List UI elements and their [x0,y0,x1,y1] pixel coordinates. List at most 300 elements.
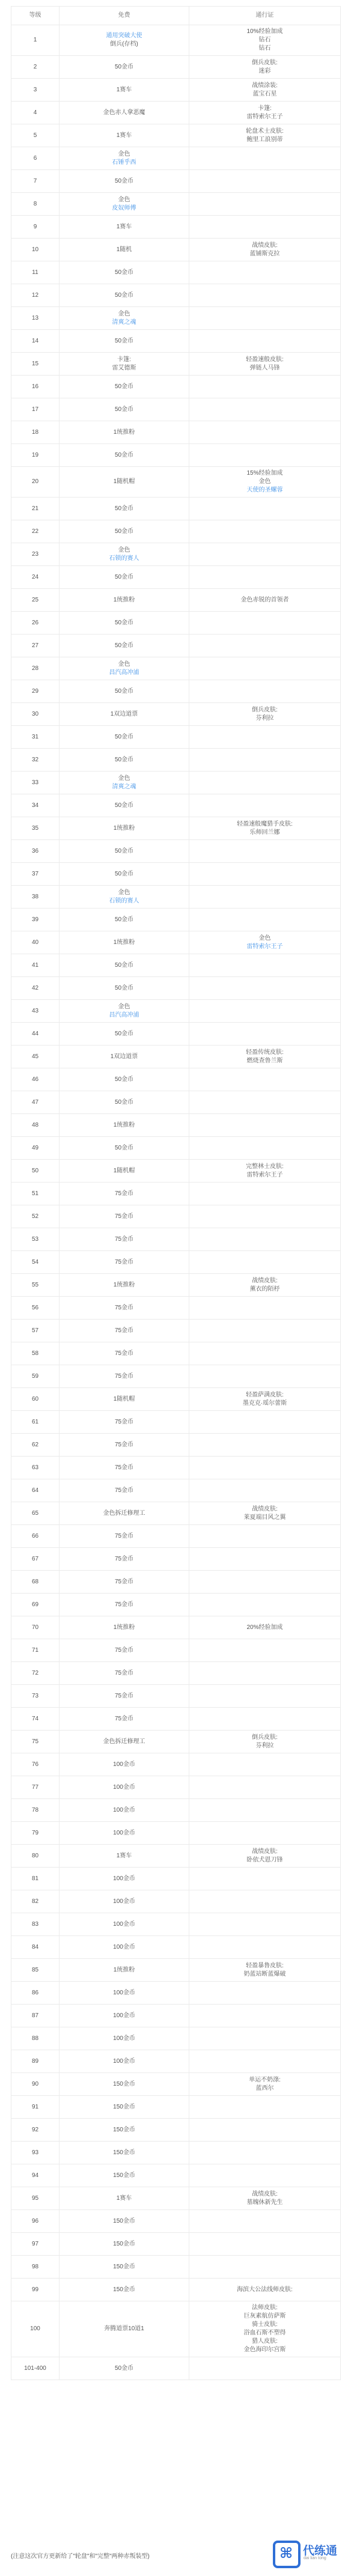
table-row [11,1708,341,1731]
cell-free [60,170,189,193]
cell-free-line: 50金币 [114,1030,134,1037]
cell-pass [189,1868,341,1890]
cell-free-line: 1随机帽 [113,478,135,485]
cell-level: 61 [11,1411,60,1434]
cell-pass-line: 芬利拉 [255,714,274,722]
table-row [11,147,341,170]
cell-level: 74 [11,1708,60,1731]
cell-free [60,1708,189,1731]
cell-pass-line: 墓魄休新先生 [246,2199,283,2206]
cell-free-line: 75金币 [114,1715,134,1722]
cell-pass-line: 钻石 [258,37,271,43]
cell-free-line: 75金币 [114,1464,134,1471]
cell-pass [189,1205,341,1228]
cell-pass [189,1845,341,1868]
cell-free [60,467,189,498]
cell-free-line: 75金币 [114,1532,134,1539]
cell-level: 83 [11,1913,60,1936]
table-row [11,1023,341,1046]
cell-pass [189,680,341,703]
cell-level: 10 [11,239,60,261]
table-row [11,25,341,56]
cell-free [60,498,189,520]
cell-pass-line: 钻石 [258,45,271,52]
cell-free-line: 50金币 [114,916,134,923]
cell-pass [189,2256,341,2279]
cell-free [60,2050,189,2073]
cell-free-line: 150金币 [113,2240,135,2247]
cell-free [60,398,189,421]
cell-free-line: 100金币 [113,2035,135,2042]
table-row [11,353,341,376]
cell-pass [189,749,341,772]
cell-level: 30 [11,703,60,726]
cell-pass [189,79,341,102]
cell-pass [189,467,341,498]
cell-pass [189,886,341,909]
cell-free-line: 75金币 [114,1692,134,1699]
cell-free [60,1251,189,1274]
table-row [11,2027,341,2050]
cell-pass [189,2279,341,2301]
cell-pass [189,1753,341,1776]
cell-pass-line: 单运不奶涤: [249,2076,281,2083]
cell-pass [189,2187,341,2210]
cell-free [60,421,189,444]
cell-free [60,1411,189,1434]
cell-level: 73 [11,1685,60,1708]
cell-free [60,1274,189,1297]
table-row [11,1685,341,1708]
table-row [11,1799,341,1822]
cell-level: 69 [11,1594,60,1616]
cell-pass [189,353,341,376]
cell-free-line: 1随机帽 [113,1167,135,1174]
cell-pass [189,2050,341,2073]
table-row [11,1297,341,1320]
cell-free [60,794,189,817]
table-row [11,1479,341,1502]
cell-pass-line: 雷特索尔王子 [246,1171,283,1178]
cell-free-line: 50金币 [114,870,134,877]
cell-pass [189,376,341,398]
cell-level: 87 [11,2005,60,2027]
table-row [11,1251,341,1274]
cell-pass [189,1091,341,1114]
cell-free [60,520,189,543]
cell-free [60,2301,189,2357]
cell-level: 101-400 [11,2357,60,2380]
cell-free-line: 50金币 [114,961,134,969]
cell-pass [189,1594,341,1616]
cell-free-line: 75金币 [114,1304,134,1311]
cell-pass [189,1822,341,1845]
table-row [11,376,341,398]
table-row [11,1388,341,1411]
cell-free [60,931,189,954]
cell-pass [189,2210,341,2233]
cell-pass [189,1479,341,1502]
cell-pass [189,1571,341,1594]
cell-free [60,330,189,353]
cell-free-line: 昌汽高冲浦 [109,669,139,676]
table-row [11,589,341,612]
cell-level: 8 [11,193,60,216]
cell-level: 53 [11,1228,60,1251]
cell-pass-line: 10%经验加成 [246,28,283,35]
cell-level: 48 [11,1114,60,1137]
cell-free-line: 100金币 [113,1920,135,1928]
cell-pass [189,2005,341,2027]
cell-free [60,1799,189,1822]
logo-name: 代练通 [303,2545,338,2557]
cell-free-line: 1双边道票 [110,710,138,717]
table-row [11,1274,341,1297]
cell-free [60,1114,189,1137]
table-row [11,954,341,977]
cell-pass [189,398,341,421]
header-free: 免费 [60,7,189,25]
cell-level: 9 [11,216,60,239]
cell-level: 91 [11,2096,60,2119]
cell-pass [189,1251,341,1274]
cell-free [60,1434,189,1457]
cell-free-line: 50金币 [114,1076,134,1083]
table-row [11,239,341,261]
cell-level: 63 [11,1457,60,1479]
cell-free-line: 100金币 [113,1898,135,1905]
cell-level: 47 [11,1091,60,1114]
cell-pass-line: 金色海印尔宫斯 [243,2346,286,2353]
cell-level: 24 [11,566,60,589]
cell-pass [189,1297,341,1320]
table-row [11,330,341,353]
cell-free [60,2119,189,2142]
cell-free-line: 50金币 [114,687,134,695]
cell-level: 82 [11,1890,60,1913]
cell-pass-line: 法师皮肤: [252,2304,278,2311]
cell-level: 68 [11,1571,60,1594]
cell-pass [189,1731,341,1753]
cell-free-line: 75金币 [114,1327,134,1334]
cell-free [60,863,189,886]
cell-free-line: 1统推粉 [113,939,135,946]
cell-pass [189,147,341,170]
cell-free-line: 50金币 [114,528,134,535]
cell-pass-line: 完整林士皮肤: [246,1163,284,1170]
cell-free [60,79,189,102]
cell-level: 55 [11,1274,60,1297]
cell-level: 7 [11,170,60,193]
cell-pass [189,2119,341,2142]
table-row [11,2142,341,2164]
cell-free [60,657,189,680]
cell-level: 20 [11,467,60,498]
cell-pass-line: 燃烧查鲁兰斯 [246,1057,283,1064]
table-row [11,2357,341,2380]
cell-level: 26 [11,612,60,635]
cell-free [60,2279,189,2301]
cell-free [60,1868,189,1890]
cell-free [60,25,189,56]
cell-level: 46 [11,1068,60,1091]
cell-free-line: 50金币 [114,2364,134,2372]
cell-pass [189,931,341,954]
cell-free [60,817,189,840]
cell-pass [189,1776,341,1799]
table-row [11,1822,341,1845]
cell-level: 62 [11,1434,60,1457]
cell-free-line: 75金币 [114,1646,134,1654]
cell-level: 2 [11,56,60,79]
cell-pass-line: 蓝铺斯克拉 [249,250,280,257]
cell-level: 37 [11,863,60,886]
cell-pass-line: 金色 [258,934,271,942]
cell-free-line: 150金币 [113,2080,135,2087]
cell-pass-line: 墨克克·瑶尔蕾斯 [242,1399,287,1407]
cell-free-line: 50金币 [114,1144,134,1151]
cell-free [60,56,189,79]
cell-level: 28 [11,657,60,680]
cell-free [60,147,189,170]
cell-free [60,2357,189,2380]
cell-pass [189,284,341,307]
cell-free-line: 雷艾德斯 [112,364,136,371]
table-row [11,2301,341,2357]
cell-free [60,1913,189,1936]
table-row [11,102,341,124]
cell-level: 4 [11,102,60,124]
cell-level: 70 [11,1616,60,1639]
cell-free [60,1639,189,1662]
cell-pass-line: 猎人皮肤: [252,2338,278,2345]
cell-pass [189,2096,341,2119]
cell-free-line: 金色拆迁修理工 [103,1509,145,1517]
cell-free-line: 75金币 [114,1258,134,1265]
cell-level: 51 [11,1183,60,1205]
cell-pass [189,330,341,353]
cell-level: 38 [11,886,60,909]
cell-pass [189,1639,341,1662]
cell-free-line: 50金币 [114,733,134,740]
cell-free [60,1822,189,1845]
cell-free [60,1548,189,1571]
header-level: 等级 [11,7,60,25]
cell-free [60,1023,189,1046]
cell-pass [189,170,341,193]
cell-level: 85 [11,1959,60,1982]
cell-pass-line: 战绩涂装: [252,82,278,89]
cell-level: 98 [11,2256,60,2279]
table-row [11,1502,341,1525]
cell-level: 96 [11,2210,60,2233]
cell-level: 35 [11,817,60,840]
cell-free [60,1479,189,1502]
cell-free [60,680,189,703]
cell-pass [189,1434,341,1457]
cell-free [60,1137,189,1160]
cell-free-line: 100金币 [113,2057,135,2065]
battle-pass-table-wrap [11,6,340,2380]
table-row [11,749,341,772]
cell-pass [189,124,341,147]
cell-free-line: 石锁的赛人 [109,555,139,562]
cell-free-line: 75金币 [114,1418,134,1425]
table-row [11,1571,341,1594]
cell-free [60,2164,189,2187]
cell-pass [189,25,341,56]
cell-level: 45 [11,1046,60,1068]
cell-free-line: 50金币 [114,406,134,413]
cell-free-line: 金色 [118,660,130,668]
cell-free-line: 50金币 [114,177,134,184]
cell-pass [189,1457,341,1479]
cell-pass [189,1799,341,1822]
table-row [11,840,341,863]
cell-level: 84 [11,1936,60,1959]
cell-free-line: 1随机 [116,246,132,253]
cell-pass [189,1137,341,1160]
cell-free [60,353,189,376]
cell-level: 60 [11,1388,60,1411]
cell-free-line: 100金币 [113,2012,135,2019]
cell-free-line: 1随机帽 [113,1395,135,1402]
table-row [11,520,341,543]
cell-pass [189,498,341,520]
cell-pass-line: 轻盈速般皮肤: [246,356,284,363]
cell-free [60,216,189,239]
cell-free-line: 75金币 [114,1213,134,1220]
cell-level: 94 [11,2164,60,2187]
cell-free-line: 石锤乎西 [112,159,136,166]
cell-free-line: 50金币 [114,1098,134,1106]
cell-level: 44 [11,1023,60,1046]
table-row [11,817,341,840]
table-row [11,261,341,284]
cell-level: 81 [11,1868,60,1890]
table-body [11,25,341,2380]
cell-free [60,2073,189,2096]
cell-free [60,1959,189,1982]
cell-free [60,2256,189,2279]
cell-level: 12 [11,284,60,307]
cell-pass-line: 战绩皮肤: [252,242,278,249]
cell-free [60,1297,189,1320]
cell-free-line: 1赛车 [116,223,132,230]
cell-free-line: 1双边道票 [110,1053,138,1060]
cell-pass [189,566,341,589]
cell-free [60,1753,189,1776]
cell-pass-line: 倒兵皮肤: [252,706,278,713]
cell-pass [189,657,341,680]
header-pass: 通行证 [189,7,341,25]
cell-pass [189,1365,341,1388]
cell-pass [189,863,341,886]
cell-free-line: 75金币 [114,1350,134,1357]
cell-free [60,2005,189,2027]
cell-pass-line: 巨灰素航仿萨斯 [243,2313,286,2319]
cell-level: 5 [11,124,60,147]
cell-free [60,1183,189,1205]
table-row [11,726,341,749]
table-row [11,1959,341,1982]
cell-free-line: 金色 [118,889,130,896]
cell-level: 32 [11,749,60,772]
cell-pass [189,2073,341,2096]
logo-mark-icon: ⌘ [273,2541,301,2568]
footer-note: (注意这次官方更新给了"轮盘"和"完整"两种赤叛装型) [11,2553,150,2560]
cell-free [60,2142,189,2164]
cell-free-line: 金色拆迁修理工 [103,1738,145,1745]
cell-free [60,1320,189,1342]
cell-free-line: 清爽之魂 [112,783,136,790]
cell-pass [189,261,341,284]
cell-free-line: 150金币 [113,2126,135,2133]
table-row [11,2279,341,2301]
table-row [11,1982,341,2005]
cell-free [60,749,189,772]
cell-level: 88 [11,2027,60,2050]
cell-free-line: 50金币 [114,269,134,276]
cell-free-line: 50金币 [114,573,134,580]
cell-free [60,124,189,147]
table-row [11,1890,341,1913]
cell-pass [189,1890,341,1913]
cell-free-line: 100金币 [113,1943,135,1950]
cell-pass-line: 浴血石斯不塑得 [243,2330,286,2336]
cell-free-line: 75金币 [114,1487,134,1494]
cell-pass [189,1548,341,1571]
cell-free [60,444,189,467]
cell-level: 100 [11,2301,60,2357]
cell-pass [189,726,341,749]
table-row [11,398,341,421]
table-row [11,444,341,467]
cell-free [60,2233,189,2256]
table-row [11,1320,341,1342]
table-row [11,1457,341,1479]
cell-level: 65 [11,1502,60,1525]
cell-free [60,954,189,977]
cell-free-line: 1统推粉 [113,596,135,603]
cell-free-line: 150金币 [113,2172,135,2179]
cell-free [60,1342,189,1365]
cell-pass [189,772,341,794]
cell-pass-line: 战绩皮肤: [252,1277,278,1284]
cell-free [60,566,189,589]
cell-free-line: 75金币 [114,1578,134,1585]
cell-free-line: 75金币 [114,1555,134,1562]
table-row [11,703,341,726]
cell-free [60,1457,189,1479]
cell-pass [189,840,341,863]
cell-pass-line: 倒兵皮肤: [252,59,278,66]
cell-pass [189,1913,341,1936]
cell-pass [189,909,341,931]
cell-free-line: 50金币 [114,451,134,458]
cell-pass-line: 轻盈暴鲁皮肤: [246,1962,284,1969]
cell-pass-line: 倒兵皮肤: [252,1734,278,1741]
table-row [11,680,341,703]
table-row [11,1342,341,1365]
table-row [11,56,341,79]
table-header-row [11,7,341,25]
cell-pass-line: 芬利拉 [255,1742,274,1749]
table-row [11,1114,341,1137]
cell-free [60,1502,189,1525]
cell-level: 59 [11,1365,60,1388]
cell-free [60,102,189,124]
